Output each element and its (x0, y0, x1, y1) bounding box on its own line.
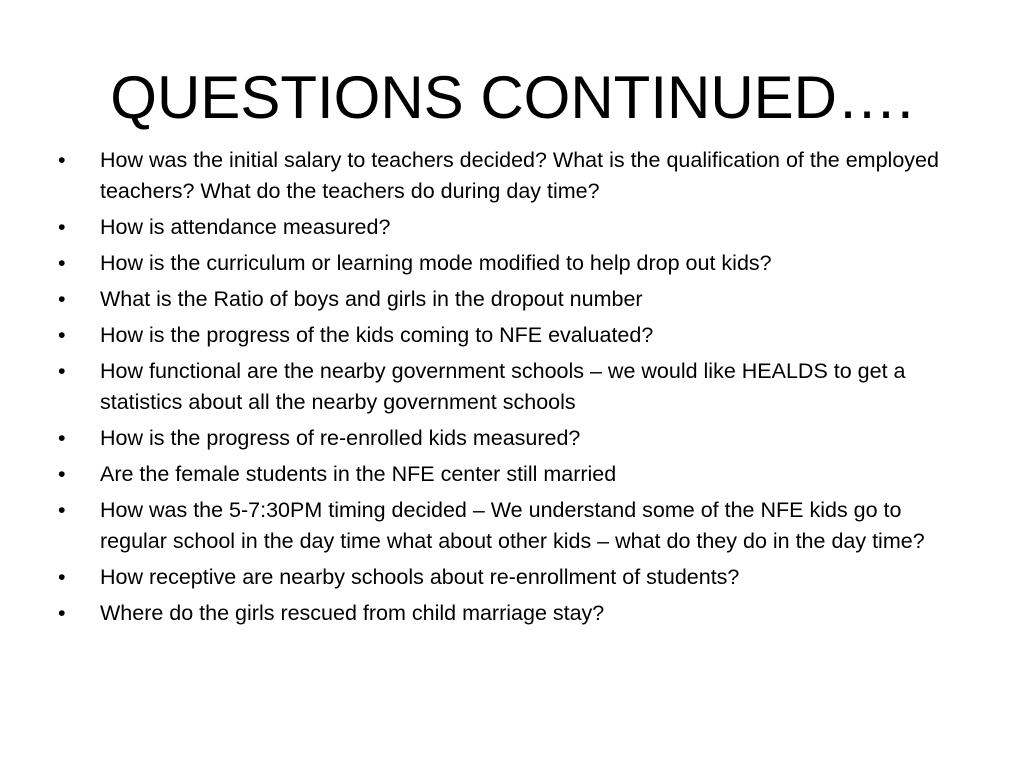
bullet-text: What is the Ratio of boys and girls in the dropout number (100, 287, 643, 311)
bullet-item (58, 598, 958, 629)
bullet-icon: • (58, 287, 66, 311)
bullet-text: How was the 5-7:30PM timing decided – We understand some of the NFE kids go to regular school in the day time what about other kids – what do they do in the day time? (100, 498, 925, 553)
slide-title: QUESTIONS CONTINUED…. (110, 64, 914, 131)
bullet-icon: • (58, 565, 66, 589)
bullet-text: How functional are the nearby government schools – we would like HEALDS to get a statistics about all the nearby government schools (100, 359, 906, 414)
bullet-item (58, 356, 958, 418)
bullet-item (58, 145, 958, 207)
bullet-item (58, 248, 958, 279)
bullet-list (58, 145, 958, 634)
bullet-icon: • (58, 498, 66, 522)
bullet-text: How is attendance measured? (100, 215, 391, 239)
bullet-item (58, 459, 958, 490)
bullet-text: How is the curriculum or learning mode modified to help drop out kids? (100, 251, 772, 275)
bullet-icon: • (58, 215, 66, 239)
bullet-item (58, 495, 958, 557)
bullet-text: How receptive are nearby schools about re-enrollment of students? (100, 565, 740, 589)
bullet-icon: • (58, 251, 66, 275)
bullet-text: How is the progress of re-enrolled kids measured? (100, 426, 581, 450)
bullet-text: How is the progress of the kids coming to NFE evaluated? (100, 323, 654, 347)
bullet-icon: • (58, 148, 66, 172)
bullet-icon: • (58, 323, 66, 347)
bullet-item (58, 423, 958, 454)
bullet-text: Are the female students in the NFE center still married (100, 462, 617, 486)
bullet-icon: • (58, 462, 66, 486)
bullet-text: How was the initial salary to teachers decided? What is the qualification of the employed teachers? What do the teachers do during day time? (100, 148, 939, 203)
bullet-text: Where do the girls rescued from child marriage stay? (100, 601, 605, 625)
bullet-item (58, 212, 958, 243)
bullet-item (58, 320, 958, 351)
bullet-icon: • (58, 426, 66, 450)
bullet-icon: • (58, 359, 66, 383)
bullet-icon: • (58, 601, 66, 625)
bullet-item (58, 562, 958, 593)
bullet-item (58, 284, 958, 315)
